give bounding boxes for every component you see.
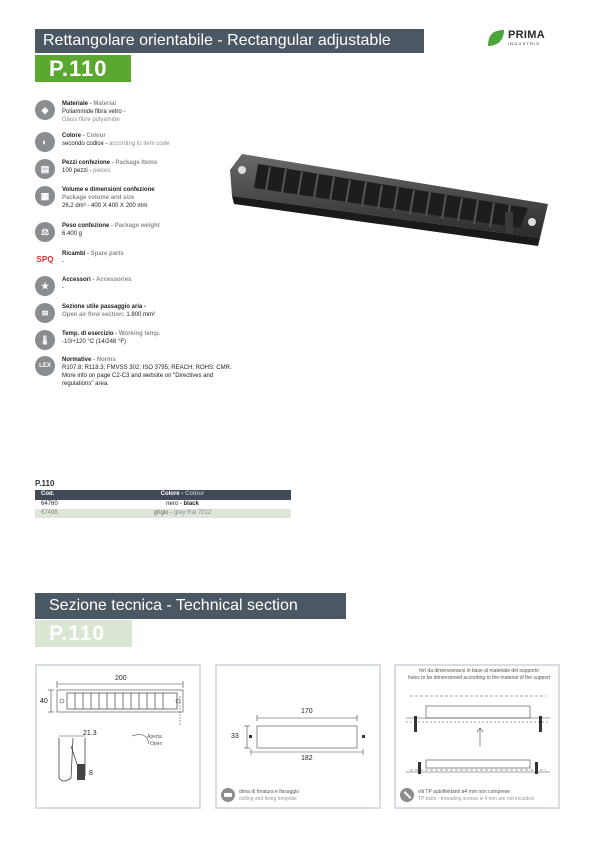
spec-label-en: Norms — [96, 357, 116, 363]
dim-depth: 21.3 — [83, 730, 97, 737]
open-label-en: Open — [150, 741, 163, 747]
row-colour: grey Ral 7012 — [173, 510, 212, 516]
logo-sub: INDUSTRIE — [508, 41, 541, 46]
fixing-caption-top-it: fori da dimensionarsi in base al materiale del supporto — [419, 668, 539, 674]
spec-label-en: Spare parts — [90, 251, 124, 257]
spec-label: Materiale — [62, 101, 89, 107]
template-icon — [221, 788, 235, 802]
fixing-caption-it: viti TP autofilettanti ø4 mm non comprese — [418, 789, 511, 795]
spec-label: Pezzi confezione — [62, 160, 111, 166]
material-icon: ◈ — [35, 100, 55, 120]
spec-value: 6.400 g — [62, 231, 83, 237]
spec-label-en: Working temp. — [118, 331, 161, 337]
dim-inner: 170 — [301, 708, 313, 715]
colour-icon: ◐ — [35, 132, 55, 152]
table-header: Cod. Colore - Colour — [35, 490, 291, 500]
logo-name: PRIMA — [508, 29, 545, 41]
spec-label-en: Package Items — [115, 160, 158, 166]
row-cod: 67498 — [41, 510, 58, 516]
table-row: 67498 grigio - grey Ral 7012 — [35, 509, 291, 518]
spec-label-en: Colour — [86, 133, 106, 139]
dim-width: 200 — [115, 675, 127, 682]
section-code: P.110 — [35, 620, 132, 647]
page-title: Rettangolare orientabile - Rectangular adjustable — [35, 29, 424, 53]
open-label: Aperta — [147, 734, 162, 740]
temperature-icon: 🌡 — [35, 330, 55, 350]
spec-value: secondo codice - — [62, 141, 108, 147]
dim-template-height: 33 — [231, 733, 239, 740]
drawing-panel-dimensions — [35, 664, 201, 809]
package-items-icon: ▤ — [35, 159, 55, 179]
package-volume-icon: ▦ — [35, 186, 55, 206]
variants-table — [35, 490, 291, 518]
spec-value: - — [62, 259, 64, 265]
row-colore: nero — [166, 501, 179, 507]
brand-logo — [486, 28, 564, 50]
col-colore: Colore — [160, 491, 180, 497]
drawing-panel-template — [215, 664, 381, 809]
template-caption-en: drilling and fixing template — [239, 796, 297, 802]
fixing-caption — [418, 789, 534, 803]
spec-label: Temp. di esercizio — [62, 331, 114, 337]
drawing-panel-fixing — [394, 664, 560, 809]
dim-height: 40 — [40, 698, 48, 705]
dim-outer: 182 — [301, 755, 313, 762]
fixing-caption-en: TP bolts - threading screws ø 4 mm are not included — [418, 796, 534, 802]
spec-label-en: Package weight — [114, 223, 160, 229]
air-flow-icon: ≋ — [35, 303, 55, 323]
spec-value-en: pieces — [93, 168, 111, 174]
template-drawing — [217, 666, 379, 784]
col-cod: Cod. — [41, 491, 55, 497]
spec-value: R107.8; R118.3; FMVSS 302; ISO 3795; REACH; ROHS; CMR. — [62, 365, 232, 371]
dim-flap: 8 — [89, 770, 93, 777]
template-caption — [239, 789, 299, 803]
spec-value: More info on page C2-C3 and website on "Directives and — [62, 373, 214, 379]
dimension-drawing — [37, 666, 199, 807]
spec-value: 26,2 dm³ - 400 X 400 X 200 mm — [62, 203, 148, 209]
row-cod: 64760 — [41, 501, 58, 507]
spec-label: Ricambi — [62, 251, 86, 257]
spec-value: - — [62, 285, 64, 291]
row-colour: black — [183, 501, 199, 507]
spec-label-en: Package volume and size — [62, 195, 135, 201]
spec-value-en: according to item code — [109, 141, 170, 147]
spec-label-en: Accessories — [96, 277, 132, 283]
fixing-caption-top — [400, 668, 558, 682]
spec-value: -10/+120 °C (14/248 °F) — [62, 339, 126, 345]
fixing-caption-top-en: holes to be dimensioned according to the material of the support — [407, 675, 551, 681]
spec-label: Peso confezione — [62, 223, 110, 229]
table-row: 64760 nero - black — [41, 501, 199, 507]
table-title: P.110 — [35, 479, 55, 488]
spec-label: Volume e dimensioni confezione — [62, 187, 155, 193]
product-code: P.110 — [35, 55, 131, 82]
spec-label: Sezione utile passaggio aria - — [62, 304, 147, 310]
section-title: Sezione tecnica - Technical section — [35, 593, 346, 619]
spec-label: Normative — [62, 357, 92, 363]
screw-icon — [400, 788, 414, 802]
spare-parts-icon: SPQ — [35, 250, 55, 270]
spec-label-en: Open air flow section: — [62, 312, 125, 318]
package-weight-icon: ⚖ — [35, 222, 55, 242]
spec-value: regulations" area. — [62, 381, 109, 387]
spec-label-en: Material — [93, 101, 117, 107]
col-colour: Colour — [185, 491, 205, 497]
fixing-drawing — [396, 666, 558, 784]
spec-value: 100 pezzi - — [62, 168, 92, 174]
row-colore: grigio — [153, 510, 169, 516]
logo-leaf-icon — [486, 28, 506, 48]
template-caption-it: dima di foratura e fissaggio — [239, 789, 300, 795]
spec-value: 1.800 mm² — [126, 312, 156, 318]
spec-label: Accessori — [62, 277, 91, 283]
spec-value: Poliammide fibra vetro - — [62, 109, 126, 115]
spec-value-en: Glass fibre polyamide — [62, 117, 120, 123]
accessories-icon: ★ — [35, 276, 55, 296]
spec-label: Colore — [62, 133, 82, 139]
norms-icon: LEX — [35, 356, 55, 376]
